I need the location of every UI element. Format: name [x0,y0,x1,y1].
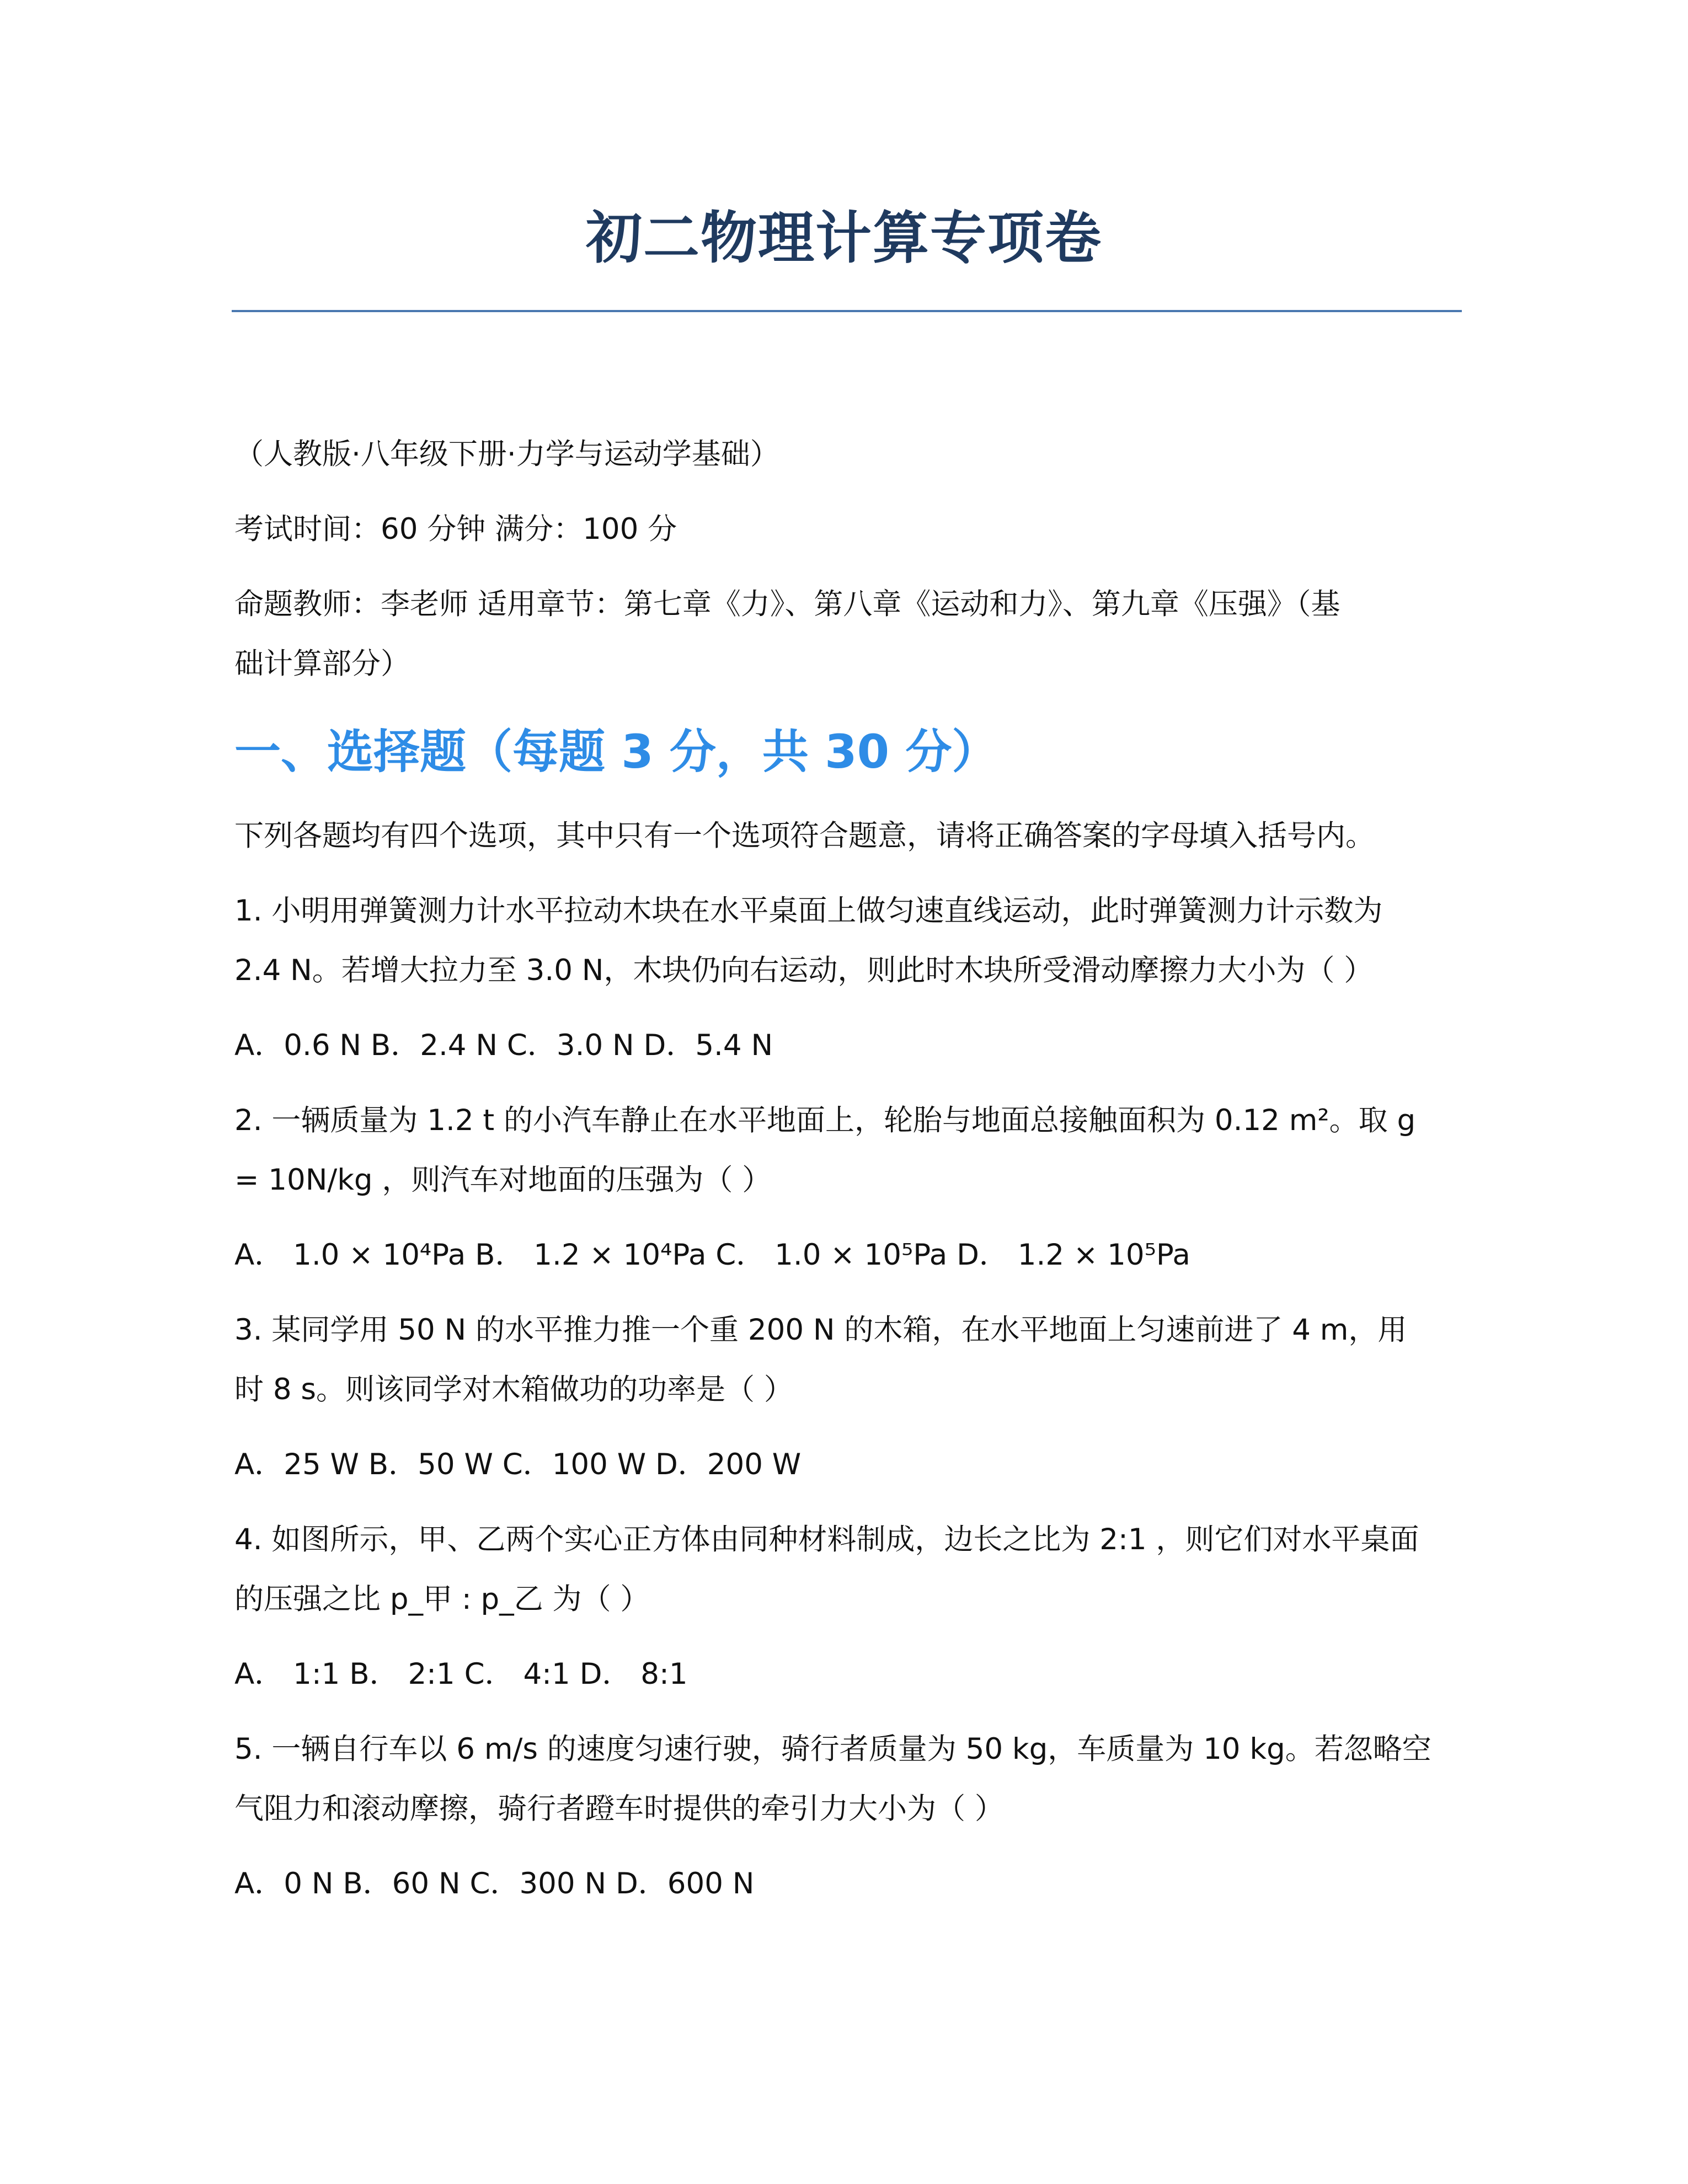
section-instruction: 下列各题均有四个选项，其中只有一个选项符合题意，请将正确答案的字母填入括号内。 [234,819,1375,853]
author-line: 命题教师：李老师 适用章节：第七章《力》、第八章《运动和力》、第九章《压强》（基 [234,587,1340,621]
question-2-options: A． 1.0 × 10⁴Pa B． 1.2 × 10⁴Pa C． 1.0 × 10⁵Pa D． 1.2 × 10⁵Pa [234,1238,1190,1272]
question-text-line: 3. 某同学用 50 N 的水平推力推一个重 200 N 的木箱，在水平地面上匀速前进了 4 m，用 [234,1313,1407,1347]
question-3 [234,1300,1470,1420]
question-text-line: 4. 如图所示，甲、乙两个实心正方体由同种材料制成，边长之比为 2:1 ，则它们对水平桌面 [234,1523,1419,1556]
question-text-line: 5. 一辆自行车以 6 m/s 的速度匀速行驶，骑行者质量为 50 kg，车质量为 10 kg。若忽略空 [234,1732,1431,1766]
question-text-line: 的压强之比 p_甲 : p_乙 为（ ） [234,1582,650,1616]
page-title: 初二物理计算专项卷 [586,206,1102,271]
question-text-line: 2.4 N。若增大拉力至 3.0 N，木块仍向右运动，则此时木块所受滑动摩擦力大小为（ ） [234,954,1374,987]
question-1-options: A．0.6 N B．2.4 N C．3.0 N D．5.4 N [234,1029,773,1062]
question-2 [234,1091,1470,1210]
question-text-line: 时 8 s。则该同学对木箱做功的功率是（ ） [234,1373,793,1406]
edition-line: （人教版·八年级下册·力学与运动学基础） [234,437,779,471]
question-4-options: A． 1:1 B． 2:1 C． 4:1 D． 8:1 [234,1657,688,1691]
question-text-line: 1. 小明用弹簧测力计水平拉动木块在水平桌面上做匀速直线运动，此时弹簧测力计示数为 [234,894,1383,928]
author-line-continued: 础计算部分） [234,647,410,681]
section-heading-choice: 一、选择题（每题 3 分，共 30 分） [234,725,998,779]
question-3-options: A．25 W B．50 W C．100 W D．200 W [234,1448,802,1481]
question-4 [234,1510,1470,1629]
question-text-line: 气阻力和滚动摩擦，骑行者蹬车时提供的牵引力大小为（ ） [234,1792,1004,1826]
exam-info-line: 考试时间：60 分钟 满分：100 分 [234,512,677,546]
question-5 [234,1720,1470,1839]
title-divider [232,310,1462,312]
question-5-options: A．0 N B．60 N C．300 N D．600 N [234,1867,755,1901]
question-text-line: = 10N/kg ，则汽车对地面的压强为（ ） [234,1163,772,1197]
question-text-line: 2. 一辆质量为 1.2 t 的小汽车静止在水平地面上，轮胎与地面总接触面积为 0.12 m²。取 g [234,1104,1416,1137]
question-1 [234,881,1470,1000]
exam-content [234,425,1470,1914]
